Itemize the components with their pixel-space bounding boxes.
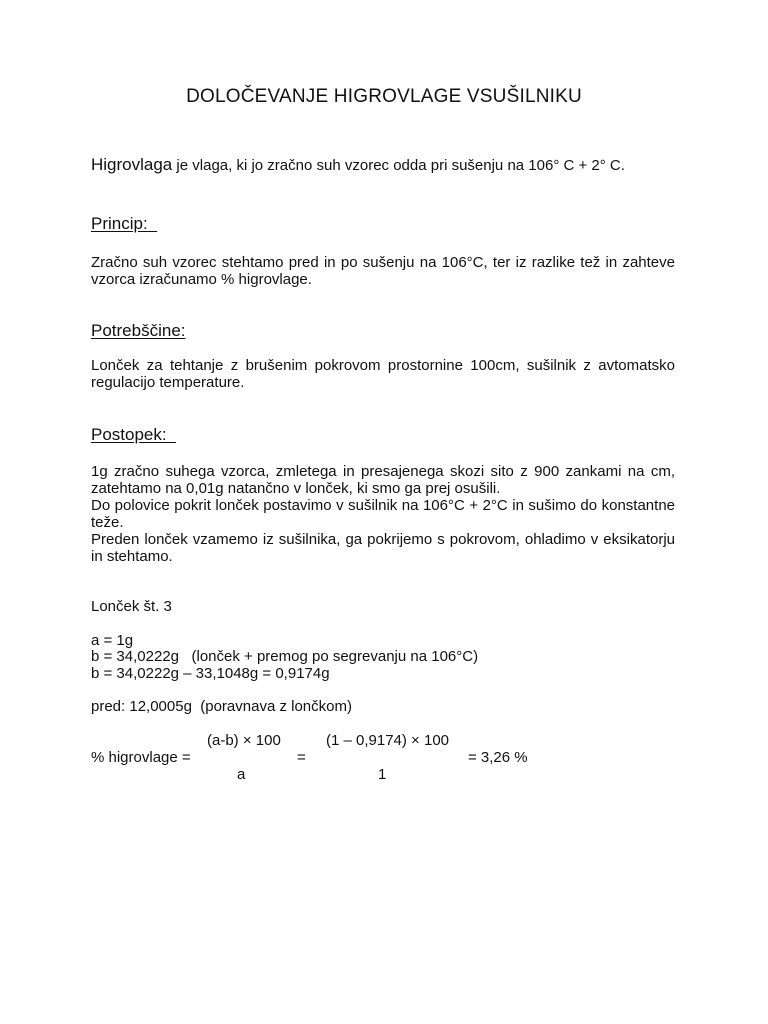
postopek-paragraph-1: 1g zračno suhega vzorca, zmletega in presajenega skozi sito z 900 zankami na cm, zatehtamo na 0,01g natančno v lonček, ki smo ga prej osušili.: [91, 463, 675, 497]
formula-equals: =: [297, 749, 306, 766]
heading-potrebscine: Potrebščine:: [91, 321, 186, 340]
loncek-number: Lonček št. 3: [91, 598, 172, 615]
value-b-calculation: b = 34,0222g – 33,1048g = 0,9174g: [91, 665, 330, 682]
pred-value: pred: 12,0005g (poravnava z lončkom): [91, 698, 352, 715]
document-title: DOLOČEVANJE HIGROVLAGE VSUŠILNIKU: [186, 86, 582, 107]
potrebscine-text: Lonček za tehtanje z brušenim pokrovom prostornine 100cm, sušilnik z avtomatsko regulacijo temperature.: [91, 357, 675, 391]
intro-text: je vlaga, ki jo zračno suh vzorec odda pri sušenju na 106° C + 2° C.: [172, 157, 625, 174]
formula-result: = 3,26 %: [468, 749, 528, 766]
heading-postopek: Postopek:: [91, 425, 177, 444]
value-a: a = 1g: [91, 632, 134, 649]
princip-text: Zračno suh vzorec stehtamo pred in po sušenju na 106°C, ter iz razlike tež in zahteve vzorca izračunamo % higrovlage.: [91, 254, 675, 288]
value-b-description: b = 34,0222g (lonček + premog po segrevanju na 106°C): [91, 648, 479, 665]
formula-label: % higrovlage =: [91, 749, 191, 766]
formula-numerator-1: (a-b) × 100: [207, 732, 281, 749]
formula-denominator-1: a: [237, 766, 246, 783]
formula-numerator-2: (1 – 0,9174) × 100: [326, 732, 450, 749]
intro-term: Higrovlaga: [91, 155, 173, 174]
postopek-paragraph-3: Preden lonček vzamemo iz sušilnika, ga pokrijemo s pokrovom, ohladimo v eksikatorju in stehtamo.: [91, 531, 675, 565]
formula-denominator-2: 1: [378, 766, 387, 783]
postopek-paragraph-2: Do polovice pokrit lonček postavimo v sušilnik na 106°C + 2°C in sušimo do konstantne teže.: [91, 497, 675, 531]
intro-definition: [91, 155, 681, 175]
heading-princip: Princip:: [91, 214, 158, 233]
